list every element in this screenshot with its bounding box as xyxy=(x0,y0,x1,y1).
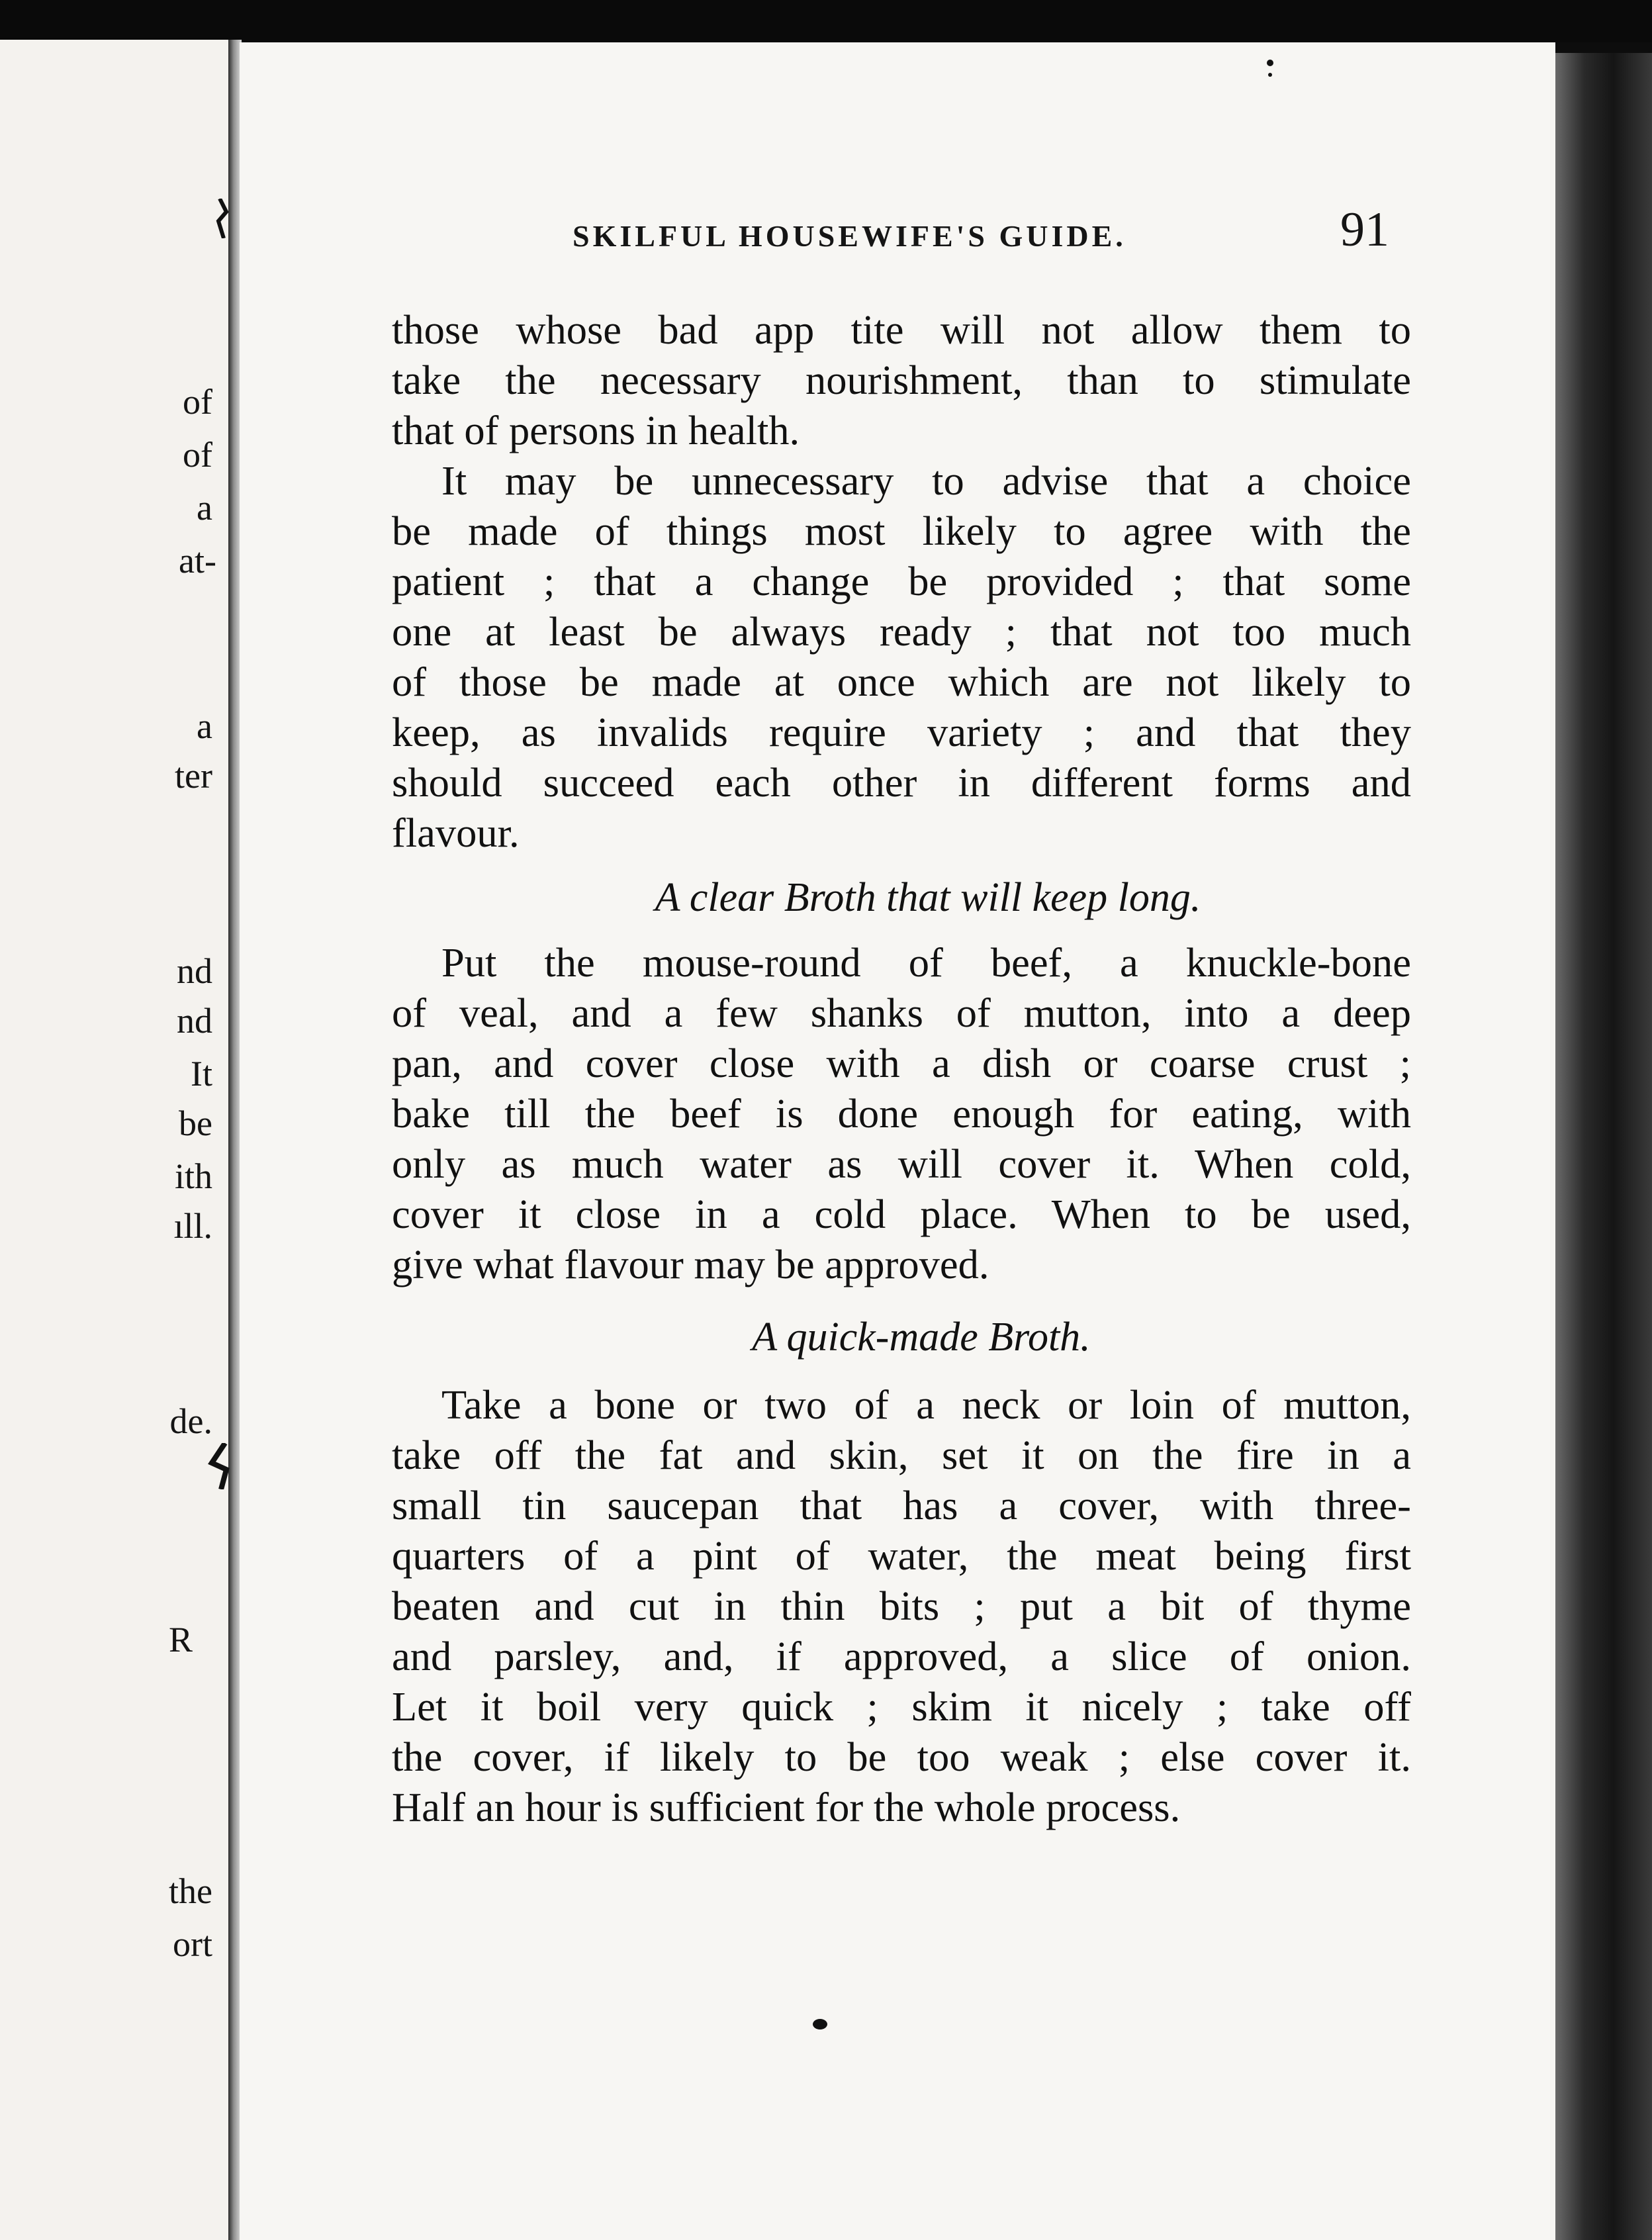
text-line: take off the fat and skin, set it on the fire in a xyxy=(392,1432,1411,1478)
left-margin-word: ter xyxy=(175,756,212,796)
text-line: It may be unnecessary to advise that a choice xyxy=(441,457,1411,504)
text-line: patient ; that a change be provided ; that some xyxy=(392,558,1411,604)
text-line: Put the mouse-round of beef, a knuckle-bone xyxy=(441,939,1411,986)
binding-thread-mark xyxy=(206,1443,240,1489)
paragraph xyxy=(392,455,1411,858)
left-margin-word: at- xyxy=(179,541,216,581)
text-line: Let it boil very quick ; skim it nicely ; take off xyxy=(392,1683,1411,1730)
text-line: be made of things most likely to agree with the xyxy=(392,508,1411,554)
text-line: and parsley, and, if approved, a slice of onion. xyxy=(392,1633,1411,1679)
ink-speck xyxy=(1267,60,1273,66)
page-text-block xyxy=(392,304,1411,1832)
text-line: flavour. xyxy=(392,810,520,856)
text-line: of veal, and a few shanks of mutton, into a deep xyxy=(392,990,1411,1036)
text-line: quarters of a pint of water, the meat being first xyxy=(392,1532,1411,1579)
ink-speck xyxy=(813,2019,827,2030)
text-line: give what flavour may be approved. xyxy=(392,1241,989,1287)
recipe-heading: A quick-made Broth. xyxy=(752,1315,1091,1360)
page-edge-stack xyxy=(1555,53,1652,2240)
text-line: take the necessary nourishment, than to stimulate xyxy=(392,357,1411,403)
left-margin-word: the xyxy=(169,1871,212,1911)
text-line: cover it close in a cold place. When to be used, xyxy=(392,1191,1411,1237)
text-line: that of persons in health. xyxy=(392,407,800,453)
paragraph xyxy=(392,937,1411,1289)
left-margin-word: ort xyxy=(173,1924,212,1964)
left-margin-word: ıll. xyxy=(173,1206,212,1246)
left-margin-word: a xyxy=(197,706,212,746)
text-line: keep, as invalids require variety ; and that they xyxy=(392,709,1411,755)
text-line: the cover, if likely to be too weak ; else cover it. xyxy=(392,1734,1411,1780)
text-line: only as much water as will cover it. When cold, xyxy=(392,1141,1411,1187)
left-margin-word: of xyxy=(183,435,212,475)
left-margin-word: nd xyxy=(177,1001,212,1041)
text-line: Half an hour is sufficient for the whole process. xyxy=(392,1784,1181,1830)
paragraph xyxy=(392,1379,1411,1832)
text-line: bake till the beef is done enough for eating, with xyxy=(392,1090,1411,1137)
text-line: Take a bone or two of a neck or loin of mutton, xyxy=(441,1381,1411,1428)
ink-speck xyxy=(1268,73,1272,77)
binding-thread-mark xyxy=(206,199,233,238)
left-page-fragment xyxy=(0,40,231,2240)
left-margin-word: of xyxy=(183,382,212,422)
left-margin-word: nd xyxy=(177,951,212,991)
left-margin-word: R xyxy=(168,1620,193,1659)
left-margin-word: de. xyxy=(169,1401,212,1441)
text-line: small tin saucepan that has a cover, with three- xyxy=(392,1482,1411,1528)
left-margin-word: be xyxy=(179,1103,212,1143)
recipe-heading: A clear Broth that will keep long. xyxy=(655,875,1201,920)
scan-top-border xyxy=(0,0,1652,42)
text-line: beaten and cut in thin bits ; put a bit of thyme xyxy=(392,1583,1411,1629)
paragraph xyxy=(392,304,1411,455)
text-line: should succeed each other in different forms and xyxy=(392,759,1411,806)
text-line: of those be made at once which are not likely to xyxy=(392,659,1411,705)
left-margin-word: It xyxy=(191,1054,212,1094)
text-line: one at least be always ready ; that not too much xyxy=(392,608,1411,655)
text-line: those whose bad app tite will not allow them to xyxy=(392,306,1411,353)
page-number: 91 xyxy=(1340,203,1389,257)
left-margin-word: ith xyxy=(174,1156,212,1196)
text-line: pan, and cover close with a dish or coarse crust ; xyxy=(392,1040,1411,1086)
left-margin-word: a xyxy=(197,488,212,528)
running-head: SKILFUL HOUSEWIFE'S GUIDE. xyxy=(573,219,1126,253)
